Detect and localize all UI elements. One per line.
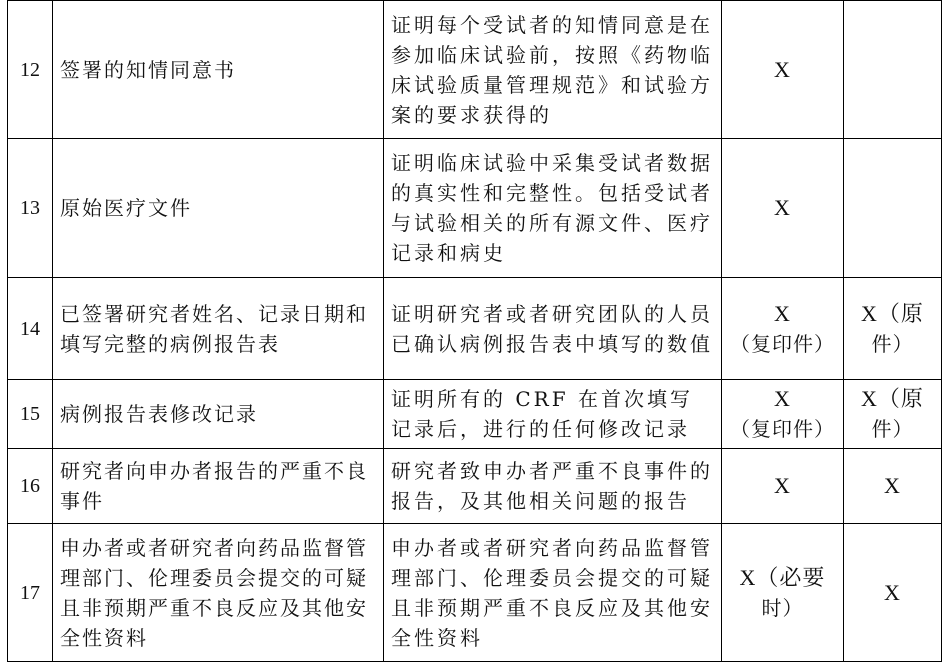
document-table [7,0,942,662]
check-mark: X（必要 [739,564,826,590]
note: （复印件） [730,331,835,356]
table-row [8,278,942,380]
document-name: 原始医疗文件 [53,139,384,278]
check-mark: X [774,195,791,220]
document-purpose: 研究者致申办者严重不良事件的报告，及其他相关问题的报告 [384,449,722,524]
investigator-file-cell [722,1,844,139]
check-mark: X [774,386,791,411]
check-mark: X [774,300,791,326]
row-number: 16 [8,449,53,524]
document-purpose: 申办者或者研究者向药品监督管理部门、伦理委员会提交的可疑且非预期严重不良反应及其他安全性资料 [384,524,722,662]
document-purpose: 证明每个受试者的知情同意是在参加临床试验前，按照《药物临床试验质量管理规范》和试验方案的要求获得的 [384,1,722,139]
check-mark: X（原 [861,386,924,411]
document-purpose: 证明研究者或者研究团队的人员已确认病例报告表中填写的数值 [384,278,722,380]
document-purpose: 证明所有的 CRF 在首次填写记录后，进行的任何修改记录 [384,380,722,449]
note: 件） [871,417,914,441]
sponsor-file-cell [844,449,942,524]
check-mark: X [774,56,791,82]
table-row [8,449,942,524]
document-name: 病例报告表修改记录 [53,380,384,449]
table-row [8,524,942,662]
row-number: 17 [8,524,53,662]
document-name: 已签署研究者姓名、记录日期和填写完整的病例报告表 [53,278,384,380]
sponsor-file-cell [844,278,942,380]
check-mark: X [884,473,901,498]
sponsor-file-cell [844,139,942,278]
check-mark: X [884,579,901,605]
table-row [8,139,942,278]
document-name: 申办者或者研究者向药品监督管理部门、伦理委员会提交的可疑且非预期严重不良反应及其他安全性资料 [53,524,384,662]
row-number: 14 [8,278,53,380]
sponsor-file-cell [844,380,942,449]
note: 时） [761,595,804,620]
investigator-file-cell [722,449,844,524]
note: （复印件） [730,417,835,441]
sponsor-file-cell [844,524,942,662]
investigator-file-cell [722,278,844,380]
document-name: 研究者向申办者报告的严重不良事件 [53,449,384,524]
table-row [8,1,942,139]
table-row [8,380,942,449]
investigator-file-cell [722,524,844,662]
note: 件） [871,331,914,356]
investigator-file-cell [722,139,844,278]
row-number: 15 [8,380,53,449]
document-purpose: 证明临床试验中采集受试者数据的真实性和完整性。包括受试者与试验相关的所有源文件、医疗记录和病史 [384,139,722,278]
check-mark: X（原 [861,300,924,326]
row-number: 12 [8,1,53,139]
sponsor-file-cell [844,1,942,139]
investigator-file-cell [722,380,844,449]
check-mark: X [774,473,791,498]
row-number: 13 [8,139,53,278]
document-name: 签署的知情同意书 [53,1,384,139]
